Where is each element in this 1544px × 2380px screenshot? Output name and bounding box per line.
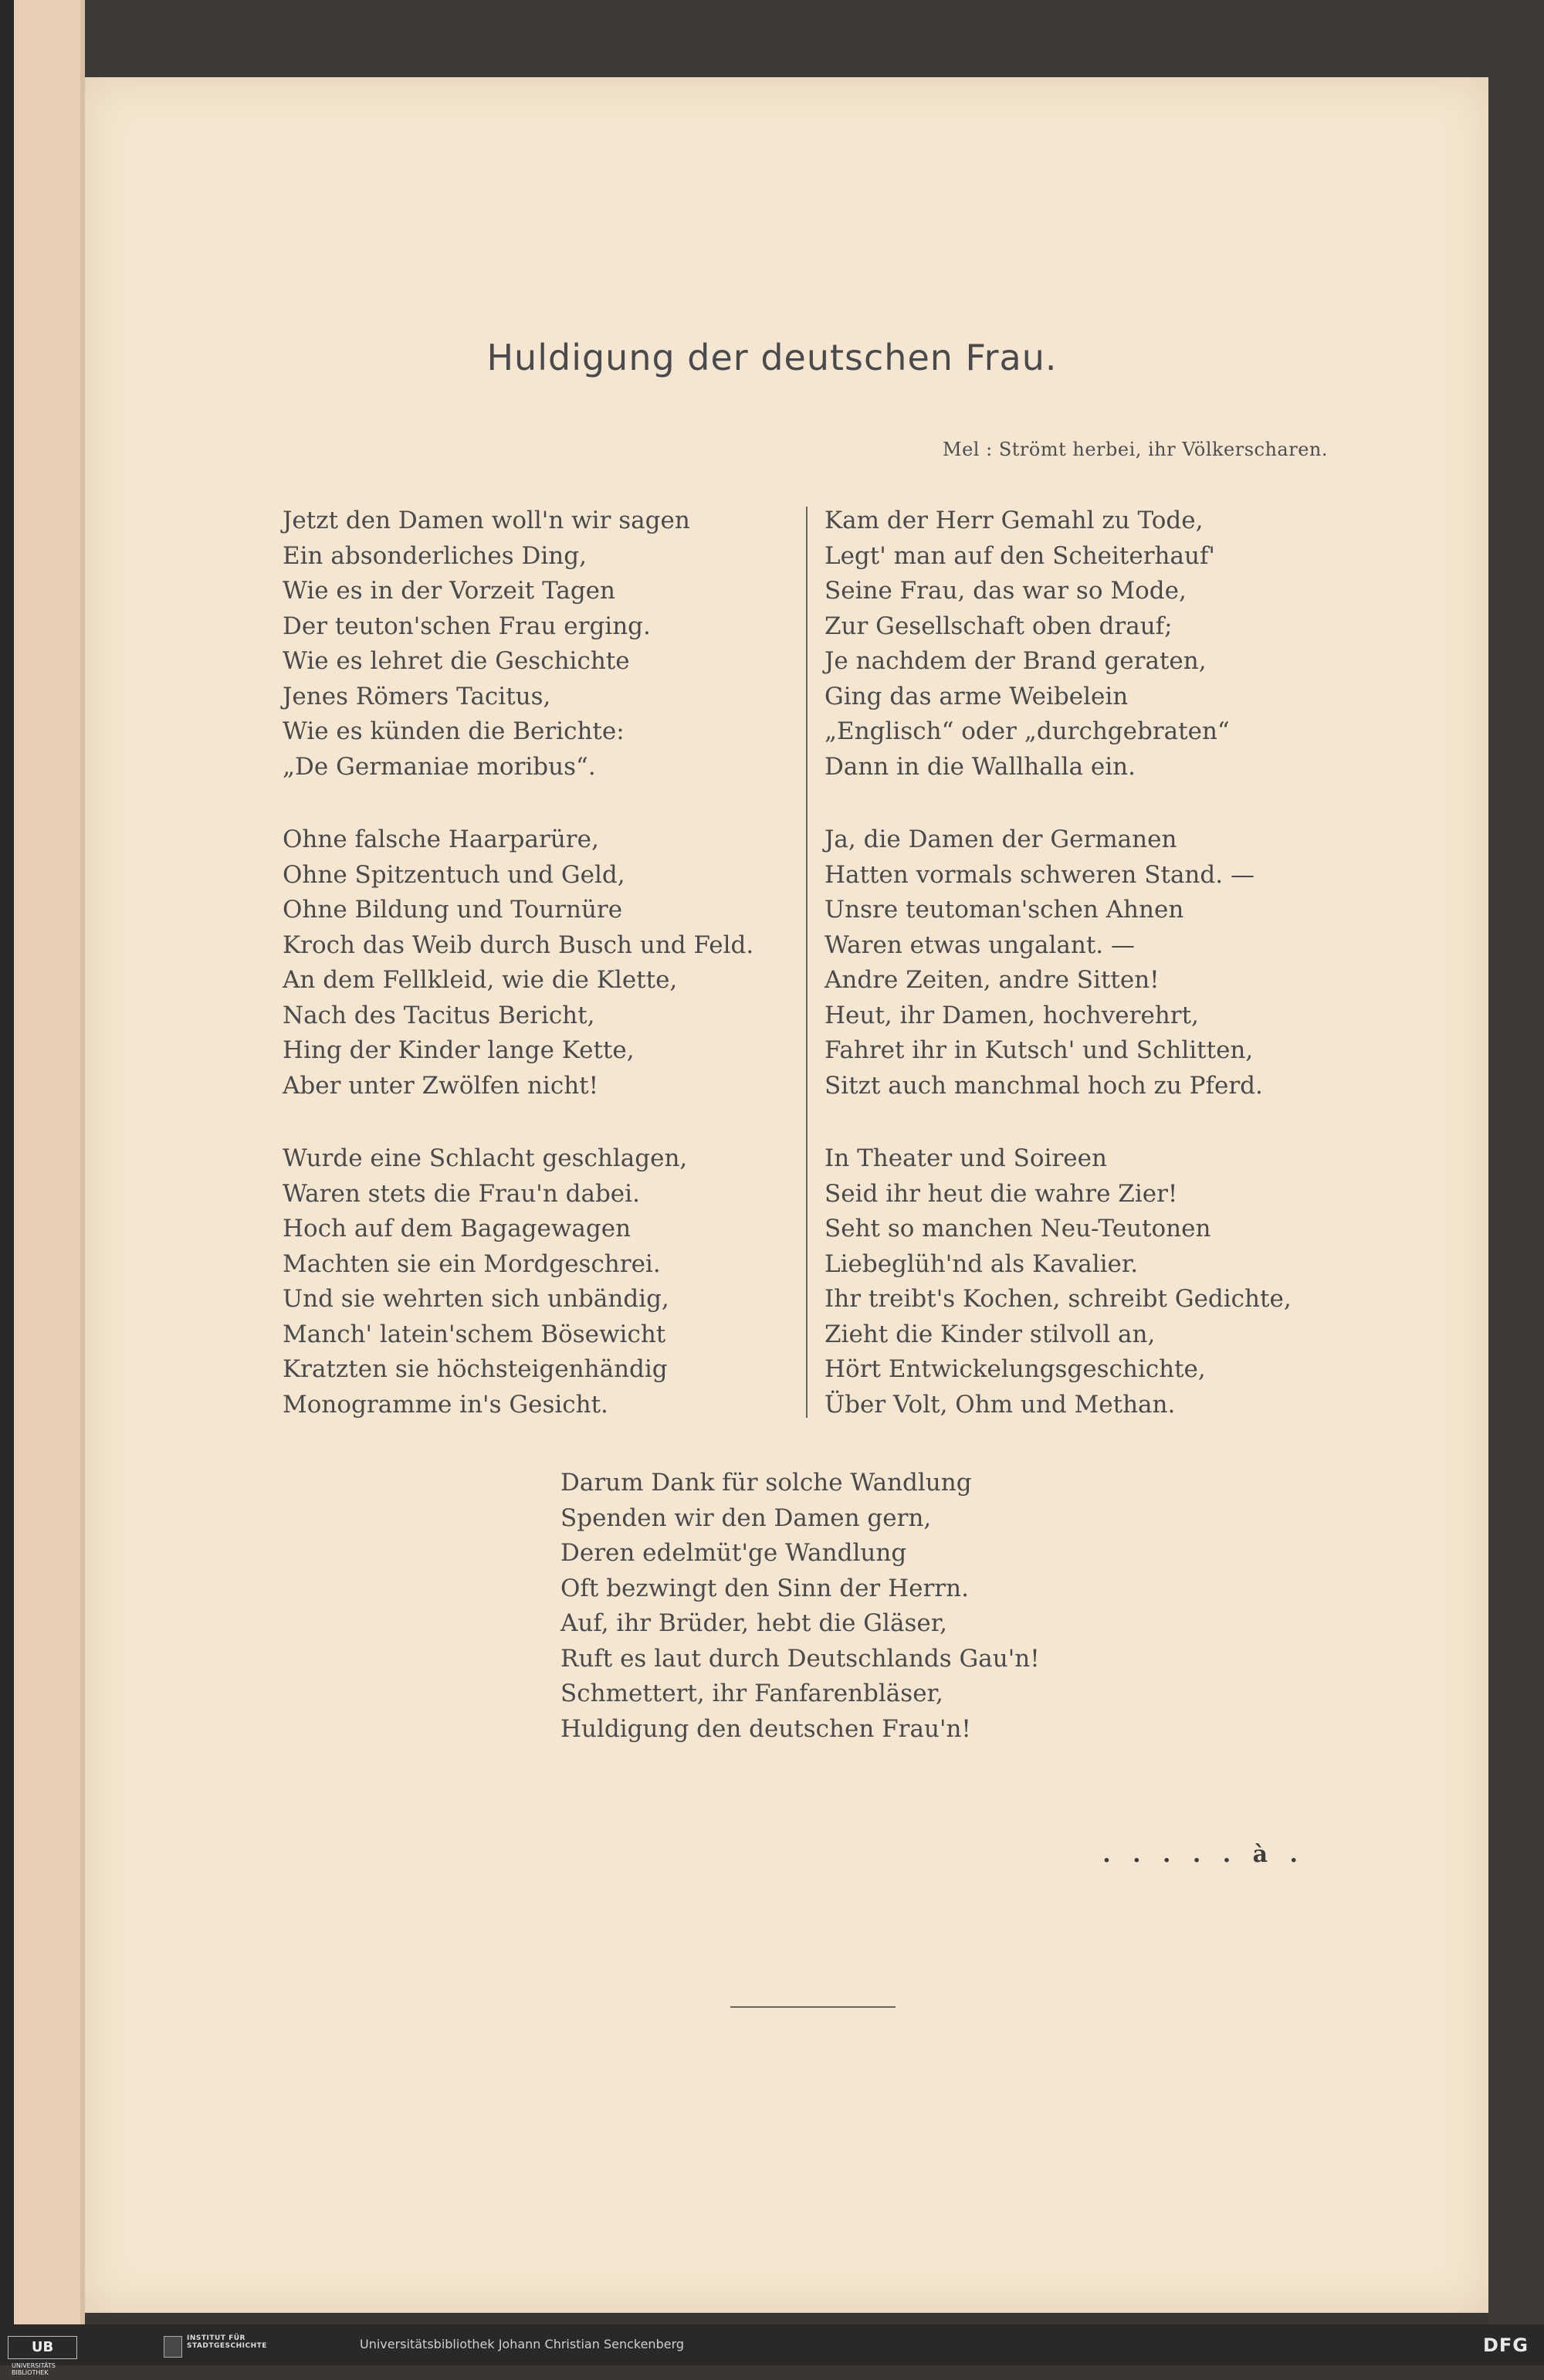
viewer-footer [0, 2324, 1544, 2376]
ub-logo-text: UNIVERSITÄTS BIBLIOTHEK [12, 2362, 56, 2376]
verse-line: Liebeglüh'nd als Kavalier. [824, 1249, 1139, 1278]
verse-line: Deren edelmüt'ge Wandlung [560, 1539, 907, 1567]
verse-line: Unsre teutoman'schen Ahnen [824, 896, 1184, 924]
verse-line: An dem Fellkleid, wie die Klette, [283, 966, 678, 994]
verse-line: Wurde eine Schlacht geschlagen, [283, 1144, 688, 1172]
verse-line: Legt' man auf den Scheiterhauf' [824, 541, 1215, 570]
verse-line: Heut, ihr Damen, hochverehrt, [824, 1001, 1199, 1029]
verse-line: Wie es künden die Berichte: [283, 717, 625, 745]
verse-line: Kratzten sie höchsteigenhändig [283, 1355, 668, 1383]
verse-line: Hoch auf dem Bagagewagen [283, 1215, 631, 1243]
verse-line: Schmettert, ihr Fanfarenbläser, [560, 1680, 943, 1707]
verse-line: Ohne falsche Haarparüre, [283, 826, 599, 853]
verse-line: Sitzt auch manchmal hoch zu Pferd. [824, 1071, 1263, 1100]
column-divider [806, 507, 808, 1418]
institute-logo-text: INSTITUT FÜR STADTGESCHICHTE [187, 2334, 267, 2350]
verse-line: Oft bezwingt den Sinn der Herrn. [560, 1574, 969, 1602]
verse-line: Auf, ihr Brüder, hebt die Gläser, [560, 1609, 947, 1637]
verse-line: Kroch das Weib durch Busch und Feld. [283, 931, 754, 959]
verse-line: Aber unter Zwölfen nicht! [283, 1071, 599, 1100]
verse-line: Ohne Spitzentuch und Geld, [283, 860, 625, 889]
final-stanza [560, 1466, 1116, 1747]
verse-line: Waren stets die Frau'n dabei. [283, 1179, 640, 1208]
verse-line: Seht so manchen Neu-Teutonen [824, 1215, 1211, 1243]
verse-line: In Theater und Soireen [824, 1144, 1107, 1172]
verse-line: Ohne Bildung und Tournüre [283, 896, 623, 924]
verse-line: Ihr treibt's Kochen, schreibt Gedichte, [824, 1285, 1292, 1313]
verse-line: Wie es in der Vorzeit Tagen [283, 577, 615, 605]
stanza [283, 503, 792, 785]
scan-background-right [1488, 77, 1544, 2324]
verse-line: Zur Gesellschaft oben drauf; [824, 612, 1173, 640]
melody-note: Mel : Strömt herbei, ihr Völkerscharen. [943, 439, 1328, 460]
stanza [283, 822, 792, 1104]
verse-line: Huldigung den deutschen Frau'n! [560, 1714, 971, 1743]
verse-line: Seid ihr heut die wahre Zier! [824, 1179, 1178, 1208]
verse-line: Machten sie ein Mordgeschrei. [283, 1249, 661, 1278]
author-signature: . . . . . à . [1102, 1841, 1305, 1868]
verse-line: Jetzt den Damen woll'n wir sagen [283, 507, 690, 534]
verse-line: Waren etwas ungalant. — [824, 931, 1136, 959]
verse-line: Dann in die Wallhalla ein. [824, 752, 1136, 781]
verse-line: Zieht die Kinder stilvoll an, [824, 1320, 1156, 1348]
verse-line: Jenes Römers Tacitus, [283, 682, 551, 710]
verse-line: Ruft es laut durch Deutschlands Gau'n! [560, 1644, 1040, 1673]
verse-line: Kam der Herr Gemahl zu Tode, [824, 507, 1204, 534]
verse-line: Ja, die Damen der Germanen [824, 826, 1177, 853]
dfg-logo[interactable]: DFG [1482, 2334, 1529, 2356]
verse-line: Hatten vormals schweren Stand. — [824, 860, 1254, 889]
page-title: Huldigung der deutschen Frau. [486, 337, 1058, 378]
verse-line: Seine Frau, das war so Mode, [824, 577, 1187, 605]
university-library-logo[interactable] [8, 2336, 77, 2376]
stanza [824, 822, 1349, 1104]
verse-line: Über Volt, Ohm und Methan. [824, 1390, 1176, 1419]
verse-line: Spenden wir den Damen gern, [560, 1504, 932, 1532]
verse-line: Monogramme in's Gesicht. [283, 1390, 608, 1419]
verse-line: Manch' latein'schem Bösewicht [283, 1320, 666, 1348]
verse-line: Ging das arme Weibelein [824, 682, 1129, 710]
right-column [824, 503, 1349, 1422]
verse-line: Wie es lehret die Geschichte [283, 647, 630, 675]
verse-line: „De Germaniae moribus“. [283, 752, 596, 781]
library-name: Universitätsbibliothek Johann Christian Senckenberg [360, 2337, 685, 2351]
left-column [283, 503, 792, 1422]
verse-line: Nach des Tacitus Bericht, [283, 1001, 595, 1029]
ub-logo-mark: UB [31, 2339, 54, 2355]
scan-background-top [85, 0, 1544, 77]
verse-line: Der teuton'schen Frau erging. [283, 612, 651, 640]
verse-line: Fahret ihr in Kutsch' und Schlitten, [824, 1036, 1254, 1064]
stanza [824, 503, 1349, 785]
verse-line: Ein absonderliches Ding, [283, 541, 587, 570]
verse-line: Je nachdem der Brand geraten, [824, 647, 1207, 675]
verse-line: „Englisch“ oder „durchgebraten“ [824, 717, 1230, 745]
verse-line: Darum Dank für solche Wandlung [560, 1469, 972, 1497]
verse-line: Andre Zeiten, andre Sitten! [824, 966, 1160, 994]
stanza [824, 1141, 1349, 1422]
city-seal-icon [164, 2336, 182, 2358]
end-rule [730, 2006, 896, 2008]
verse-line: Hört Entwickelungsgeschichte, [824, 1355, 1206, 1383]
verse-line: Hing der Kinder lange Kette, [283, 1036, 635, 1064]
stanza [283, 1141, 792, 1422]
institute-logo[interactable] [164, 2334, 326, 2358]
verse-line: Und sie wehrten sich unbändig, [283, 1285, 669, 1313]
